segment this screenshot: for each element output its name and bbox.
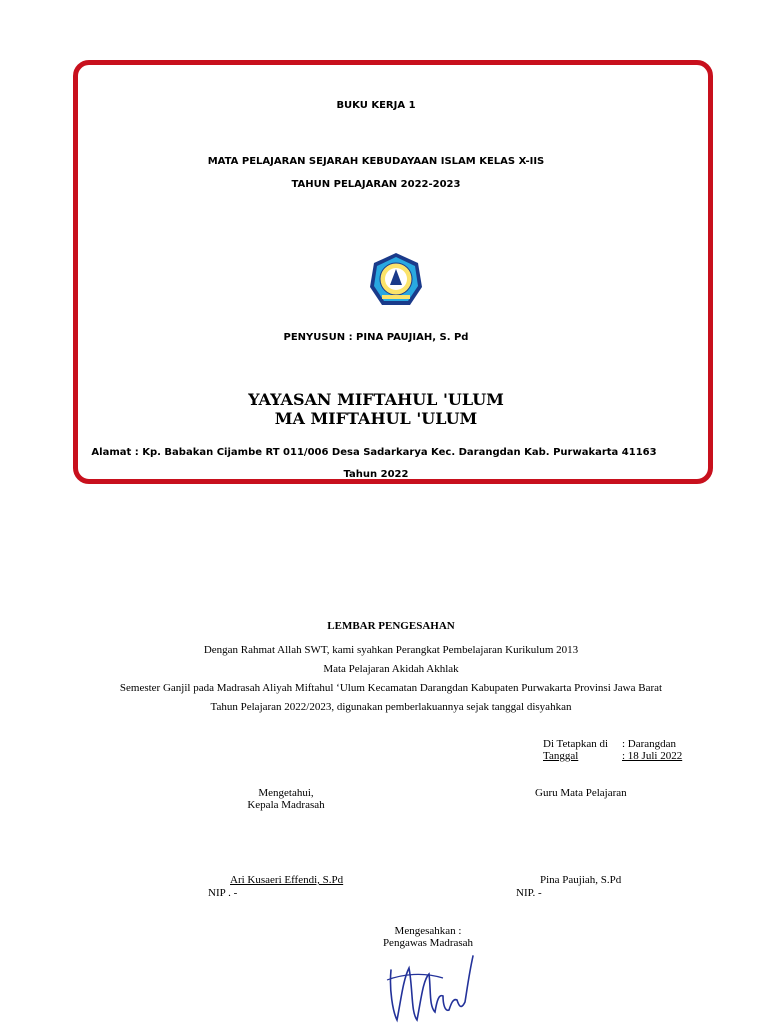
academic-year: TAHUN PELAJARAN 2022-2023 xyxy=(291,179,461,190)
school-logo-icon xyxy=(368,251,424,309)
left-sig-nip: NIP . - xyxy=(208,887,238,899)
date-label: Tanggal xyxy=(543,750,579,762)
supervisor-line2: Pengawas Madrasah xyxy=(382,937,474,949)
right-sig-line1: Guru Mata Pelajaran xyxy=(535,787,627,799)
ratification-heading: LEMBAR PENGESAHAN xyxy=(327,620,455,632)
ratification-line-2: Mata Pelajaran Akidah Akhlak xyxy=(323,663,459,675)
school-name: MA MIFTAHUL 'ULUM xyxy=(274,409,478,428)
place-value: : Darangdan xyxy=(622,738,677,750)
printed-year: Tahun 2022 xyxy=(343,469,409,480)
right-sig-name: Pina Paujiah, S.Pd xyxy=(540,874,622,886)
foundation-name: YAYASAN MIFTAHUL 'ULUM xyxy=(248,390,504,409)
ratification-line-1: Dengan Rahmat Allah SWT, kami syahkan Perangkat Pembelajaran Kurikulum 2013 xyxy=(203,644,579,656)
place-label: Di Tetapkan di xyxy=(543,738,609,750)
author: PENYUSUN : PINA PAUJIAH, S. Pd xyxy=(283,332,469,343)
signature-icon xyxy=(383,950,478,1024)
book-title: BUKU KERJA 1 xyxy=(336,100,416,111)
left-sig-name: Ari Kusaeri Effendi, S.Pd xyxy=(230,874,344,886)
ratification-line-3: Semester Ganjil pada Madrasah Aliyah Miftahul ‘Ulum Kecamatan Darangdan Kabupaten Purwakarta Provinsi Jawa Barat xyxy=(119,682,663,694)
supervisor-line1: Mengesahkan : xyxy=(394,925,462,937)
ratification-line-4: Tahun Pelajaran 2022/2023, digunakan pemberlakuannya sejak tanggal disyahkan xyxy=(210,701,572,713)
left-sig-line1: Mengetahui, xyxy=(258,787,314,799)
right-sig-nip: NIP. - xyxy=(516,887,542,899)
subject-title: MATA PELAJARAN SEJARAH KEBUDAYAAN ISLAM KELAS X-IIS xyxy=(207,156,545,167)
date-value: : 18 Juli 2022 xyxy=(622,750,683,762)
school-address: Alamat : Kp. Babakan Cijambe RT 011/006 Desa Sadarkarya Kec. Darangdan Kab. Purwakarta 41163 xyxy=(91,447,657,458)
left-sig-line2: Kepala Madrasah xyxy=(247,799,325,811)
